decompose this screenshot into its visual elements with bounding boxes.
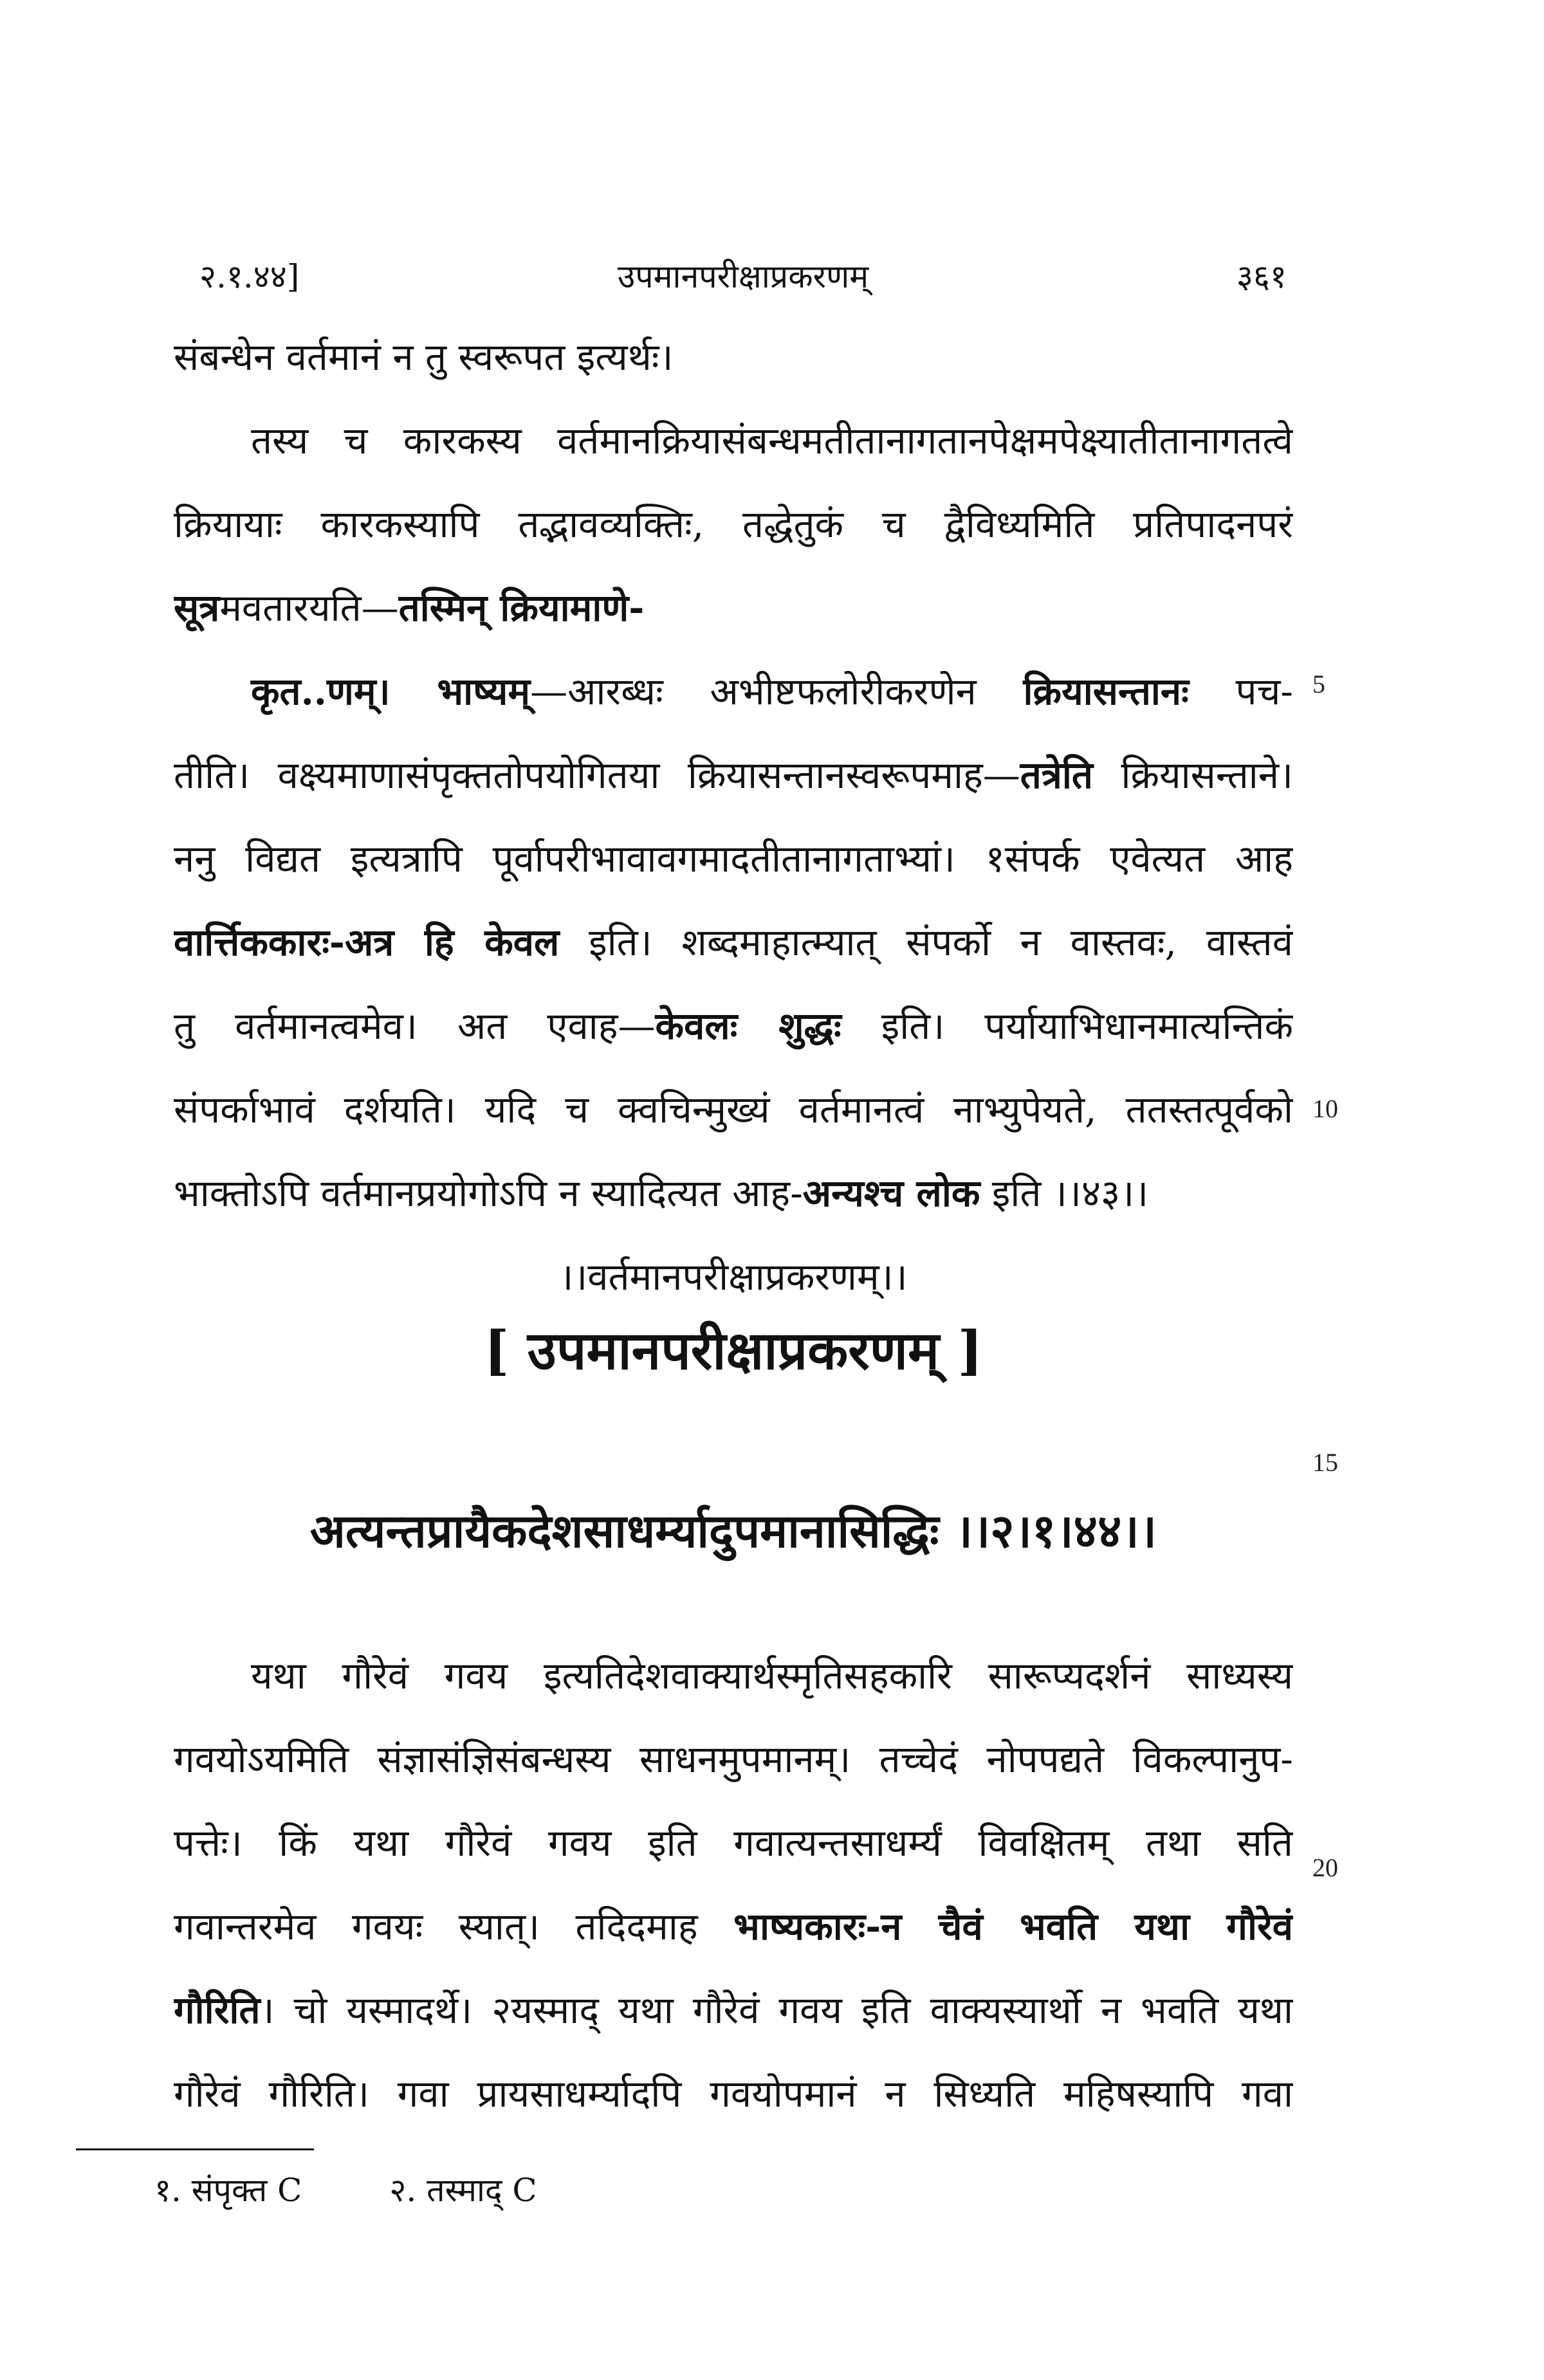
section-heading: [ उपमानपरीक्षाप्रकरणम् ] xyxy=(484,1320,983,1382)
text-segment: क्रियासन्ताने। xyxy=(1092,753,1293,797)
text-segment: पच- xyxy=(1188,670,1293,713)
text-line xyxy=(174,817,1293,901)
bold-phrase: सूत्र xyxy=(174,586,220,630)
bold-phrase: तत्रेति xyxy=(1020,753,1093,797)
footnote-1: १. संपृक्त C xyxy=(154,2172,302,2209)
text-segment: गवान्तरमेव गवयः स्यात्। तदिदमाह xyxy=(174,1905,734,1948)
text-segment: पत्तेः। किं यथा गौरेवं गवय इति गवात्यन्तसाधर्म्यं विवक्षितम् तथा सति xyxy=(174,1821,1293,1865)
page-number: ३६१ xyxy=(1236,258,1287,295)
bold-phrase: तस्मिन् क्रियामाणे- xyxy=(398,586,645,630)
footnote-2: २. तस्माद् C xyxy=(389,2172,537,2209)
bold-phrase: गौरिति xyxy=(174,1988,261,2032)
text-segment: —आरब्धः अभीष्टफलोरीकरणेन xyxy=(530,670,1024,713)
text-segment: तस्य च कारकस्य वर्तमानक्रियासंबन्धमतीतानागतानपेक्षमपेक्ष्यातीतानागतत्वे xyxy=(251,419,1293,462)
running-title: उपमानपरीक्षाप्रकरणम् xyxy=(617,258,869,295)
text-segment: क्रियायाः कारकस्यापि तद्भावव्यक्तिः, तद्धेतुकं च द्वैविध्यमिति प्रतिपादनपरं xyxy=(174,502,1293,546)
line-number: 20 xyxy=(1312,1853,1338,1882)
text-segment: गौरेवं गौरिति। गवा प्रायसाधर्म्यादपि गवयोपमानं न सिध्यति महिषस्यापि गवा xyxy=(174,2072,1293,2116)
text-line xyxy=(174,650,1293,733)
text-segment: यथा गौरेवं गवय इत्यतिदेशवाक्यार्थस्मृतिसहकारि सारूप्यदर्शनं साध्यस्य xyxy=(251,1654,1293,1698)
text-line xyxy=(174,733,1293,817)
line-number: 5 xyxy=(1312,670,1325,699)
text-line xyxy=(174,399,1293,482)
section-reference: २.१.४४] xyxy=(199,258,300,295)
text-line xyxy=(174,1717,1293,1801)
text-segment: ।।वर्तमानपरीक्षाप्रकरणम्।। xyxy=(559,1255,908,1299)
bold-phrase: भाष्यम् xyxy=(437,670,531,713)
commentary-block-2 xyxy=(174,1634,1293,2136)
bold-phrase: कृत..णम्। xyxy=(251,670,391,713)
footnote-rule xyxy=(76,2148,314,2150)
bold-phrase: केवलः शुद्धः xyxy=(655,1004,841,1048)
text-segment: तीति। वक्ष्यमाणासंपृक्ततोपयोगितया क्रियासन्तानस्वरूपमाह— xyxy=(174,753,1020,797)
commentary-block-1 xyxy=(174,315,1293,1319)
text-segment: इति। पर्यायाभिधानमात्यन्तिकं xyxy=(841,1004,1293,1048)
text-line xyxy=(174,1634,1293,1717)
text-line xyxy=(174,1068,1293,1151)
text-segment: भाक्तोऽपि वर्तमानप्रयोगोऽपि न स्यादित्यत आह- xyxy=(174,1171,803,1215)
text-line xyxy=(174,984,1293,1068)
text-line xyxy=(174,1885,1293,1968)
text-segment: इति ।।४३।। xyxy=(980,1171,1149,1215)
text-line xyxy=(174,1968,1293,2052)
text-line xyxy=(174,315,1293,399)
text-segment: संबन्धेन वर्तमानं न तु स्वरूपत इत्यर्थः। xyxy=(174,335,674,379)
text-segment: मवतारयति— xyxy=(219,586,399,630)
text-segment: । चो यस्मादर्थे। २यस्माद् यथा गौरेवं गवय इति वाक्यस्यार्थो न भवति यथा xyxy=(260,1988,1293,2032)
text-line xyxy=(174,1151,1293,1235)
text-line xyxy=(174,482,1293,566)
text-line xyxy=(174,901,1293,984)
text-segment xyxy=(391,670,437,713)
sutra-verse: अत्यन्तप्रायैकदेशसाधर्म्यादुपमानासिद्धिः ।।२।१।४४।। xyxy=(309,1503,1157,1558)
text-line xyxy=(174,1235,1293,1319)
footnotes xyxy=(154,2161,1119,2219)
text-line xyxy=(174,1801,1293,1885)
text-segment: तु वर्तमानत्वमेव। अत एवाह— xyxy=(174,1004,656,1048)
line-number: 10 xyxy=(1312,1094,1338,1123)
line-number: 15 xyxy=(1312,1448,1338,1477)
bold-phrase: अन्यश्च लोक xyxy=(802,1171,980,1215)
text-segment: संपर्काभावं दर्शयति। यदि च क्वचिन्मुख्यं वर्तमानत्वं नाभ्युपेयते, ततस्तत्पूर्वको xyxy=(174,1088,1293,1131)
bold-phrase: भाष्यकारः-न चैवं भवति यथा गौरेवं xyxy=(733,1905,1293,1948)
text-line xyxy=(174,566,1293,650)
bold-phrase: वार्त्तिककारः-अत्र हि केवल xyxy=(174,920,560,964)
running-head xyxy=(199,251,1287,302)
text-line xyxy=(174,2052,1293,2136)
text-segment: ननु विद्यत इत्यत्रापि पूर्वापरीभावावगमादतीतानागताभ्यां। १संपर्क एवेत्यत आह xyxy=(174,837,1293,881)
bold-phrase: क्रियासन्तानः xyxy=(1023,670,1189,713)
text-segment: गवयोऽयमिति संज्ञासंज्ञिसंबन्धस्य साधनमुपमानम्। तच्चेदं नोपपद्यते विकल्पानुप- xyxy=(174,1737,1293,1781)
text-segment: इति। शब्दमाहात्म्यात् संपर्को न वास्तवः, वास्तवं xyxy=(559,920,1293,964)
